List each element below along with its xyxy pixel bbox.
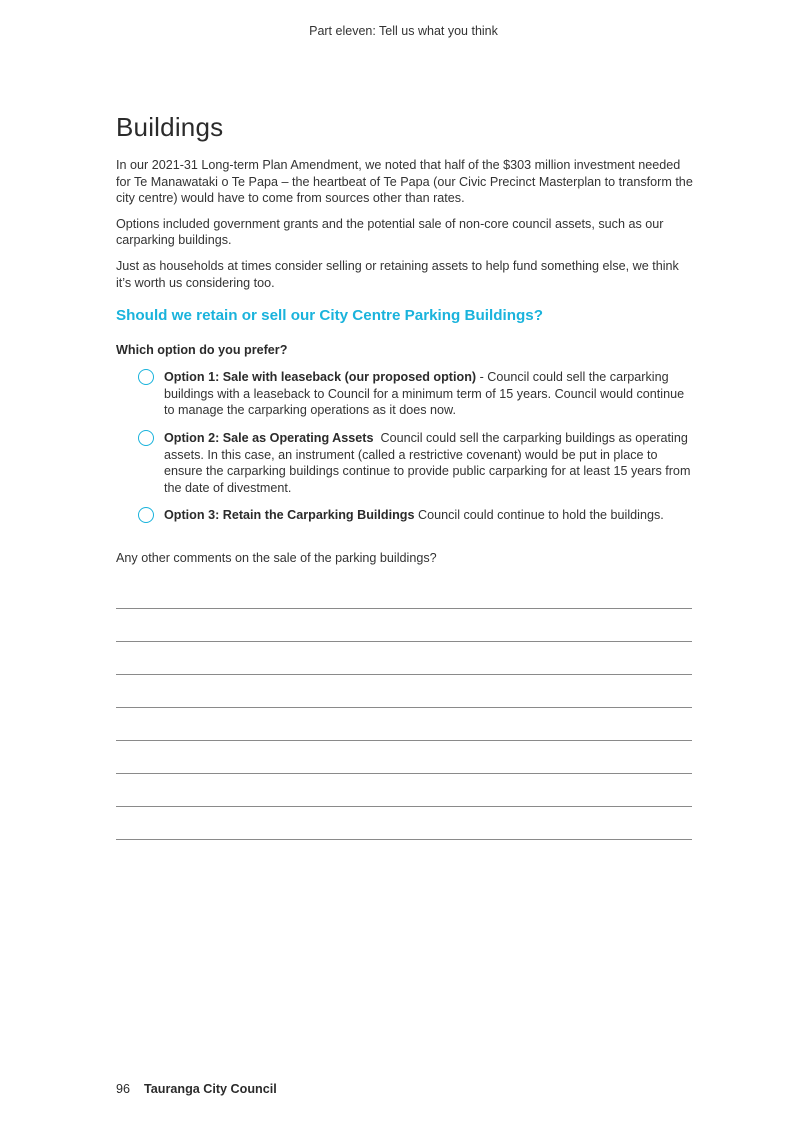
- question-heading: Should we retain or sell our City Centre Parking Buildings?: [116, 307, 544, 325]
- page-content: [116, 112, 696, 840]
- page-title: Buildings: [116, 112, 224, 142]
- comment-line[interactable]: [116, 774, 692, 807]
- option-3[interactable]: [116, 507, 696, 524]
- comment-line[interactable]: [116, 708, 692, 741]
- option-title: Option 3: Retain the Carparking Buildings: [164, 508, 415, 523]
- radio-button-icon[interactable]: [138, 430, 154, 446]
- option-description: Council could continue to hold the buildings.: [414, 508, 664, 523]
- option-list: [116, 369, 696, 524]
- option-prompt: Which option do you prefer?: [116, 343, 288, 358]
- option-2[interactable]: [116, 430, 696, 496]
- comment-lines[interactable]: [116, 576, 692, 840]
- option-description: Council could sell the carparking buildings as operating assets. In this case, an instrument (called a restrictive covenant) would be put in place to ensure the carparking buildings continue to provide public carparking for at least 15 years from the date of divestment.: [164, 430, 694, 495]
- options-paragraph: Options included government grants and the potential sale of non-core council assets, such as our carparking buildings.: [116, 216, 664, 248]
- radio-button-icon[interactable]: [138, 507, 154, 523]
- radio-button-icon[interactable]: [138, 369, 154, 385]
- comment-line[interactable]: [116, 741, 692, 774]
- page-footer: [116, 1082, 277, 1096]
- option-1[interactable]: [116, 369, 696, 419]
- comment-line[interactable]: [116, 609, 692, 642]
- organisation-name: Tauranga City Council: [144, 1082, 277, 1096]
- comment-line[interactable]: [116, 675, 692, 708]
- comment-line[interactable]: [116, 576, 692, 609]
- option-description: - Council could sell the carparking buildings with a leaseback to Council for a minimum term of 15 years. Council would continue to manage the carparking operations as it does now.: [164, 370, 685, 418]
- households-paragraph: Just as households at times consider selling or retaining assets to help fund something else, we think it’s worth us considering too.: [116, 258, 679, 290]
- comment-line[interactable]: [116, 642, 692, 675]
- option-title: Option 1: Sale with leaseback (our proposed option): [164, 370, 477, 385]
- comments-label: Any other comments on the sale of the parking buildings?: [116, 550, 437, 565]
- page-number: 96: [116, 1082, 131, 1096]
- option-title: Option 2: Sale as Operating Assets: [164, 430, 374, 445]
- running-header: Part eleven: Tell us what you think: [309, 24, 498, 38]
- comment-line[interactable]: [116, 807, 692, 840]
- intro-paragraph: In our 2021-31 Long-term Plan Amendment, we noted that half of the $303 million investment needed for Te Manawataki o Te Papa – the heartbeat of Te Papa (our Civic Precinct Masterplan to transform the city centre) would have to come from sources other than rates.: [116, 158, 693, 206]
